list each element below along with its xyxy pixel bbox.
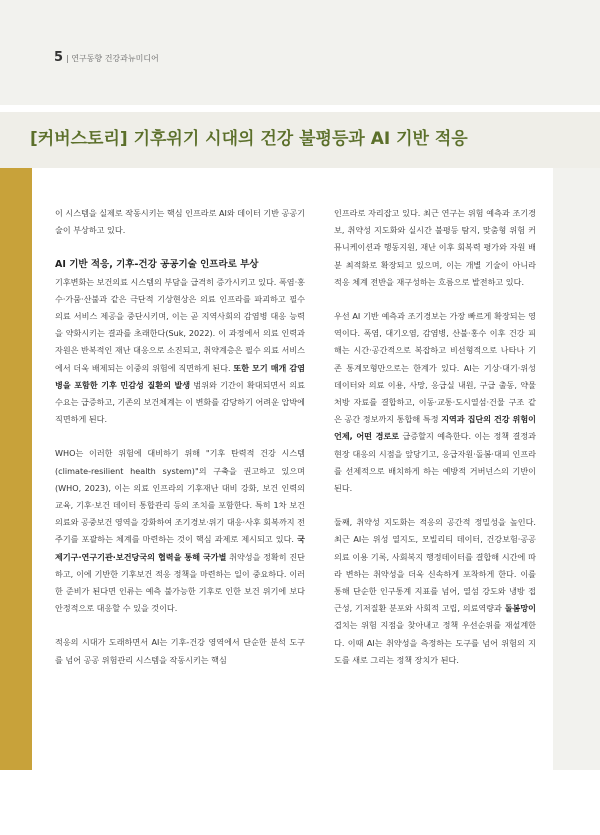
bold-text: 돌봄망이 [504, 603, 536, 614]
page-number: 5 [54, 50, 64, 65]
paragraph [55, 445, 305, 617]
paragraph: 인프라로 자리잡고 있다. 최근 연구는 위험 예측과 조기경보, 취약성 지도화와 실시간 불평등 탐지, 맞춤형 위험 커뮤니케이션과 행동지원, 재난 이후 회복력 평가와 자원 배분 최적화로 확장되고 있으며, 이는 개별 기술이 아니라 적응 체계 전반을 재구성하는 흐름으로 발전하고 있다. [334, 208, 536, 287]
paragraph [334, 514, 536, 669]
bold-text: 국제기구·연구기관·보건당국의 협력을 통해 국가별 [55, 534, 305, 562]
text-run: 둘째, 취약성 지도화는 적응의 공간적 정밀성을 높인다. 최근 AI는 위성 열지도, 모빌리티 데이터, 건강보험·공공의료 이용 기록, 사회복지 행정데이터를 결합해 시간에 따라 변하는 취약성을 더욱 신속하게 포착하게 한다. 이를 통해 단순한 인구통계 지표를 넘어, 열섬 강도와 냉방 접근성, 기저질환 분포와 사회적 고립, 의료역량과 [334, 517, 536, 614]
text-run: 기후변화는 보건의료 시스템의 부담을 급격히 증가시키고 있다. 폭염·홍수·가뭄·산불과 같은 극단적 기상현상은 의료 인프라를 파괴하고 필수 의료 서비스 제공을 중단시키며, 이는 곧 지역사회의 감염병 대응 능력을 약화시키는 결과를 초래한다(Suk, 2022). 이 과정에서 의료 인력과 자원은 반복적인 재난 대응으로 소진되고, 취약계층은 필수 의료 서비스에서 더욱 배제되는 이중의 위험에 직면하게 된다. [55, 276, 305, 373]
section-subheading: AI 기반 적응, 기후-건강 공공기술 인프라로 부상 [55, 259, 259, 271]
paragraph: 이 시스템을 실제로 작동시키는 핵심 인프라로 AI와 데이터 기반 공공기술이 부상하고 있다. [55, 208, 306, 236]
margin-strip [553, 168, 600, 770]
bold-text: 또한 모기 매개 감염병을 포함한 기후 민감성 질환의 발생 [55, 362, 305, 390]
text-run: 우선 AI 기반 예측과 조기경보는 가장 빠르게 확장되는 영역이다. 폭염, 대기오염, 감염병, 산불·홍수 이후 건강 피해는 시간·공간적으로 복잡하고 비선형적으로 나타나 기존 통계모형만으로는 한계가 있다. AI는 기상·대기·위성 데이터와 의료 이용, 사망, 응급실 내원, 구급 출동, 약물 처방 자료를 결합하고, 이동·교통·도시열섬·건물 구조 같은 공간 정보까지 통합해 특정 [334, 311, 536, 425]
accent-bar [0, 168, 32, 770]
article-title: [커버스토리] 기후위기 시대의 건강 불평등과 AI 기반 적응 [30, 129, 468, 149]
paragraph [55, 274, 305, 429]
bold-text: 지역과 집단의 건강 위험이 언제, 어떤 경로로 [334, 414, 536, 442]
text-run: WHO는 이러한 위험에 대비하기 위해 "기후 탄력적 건강 시스템(climate-resilient health system)"의 구축을 권고하고 있으며(WHO, 2023), 이는 의료 인프라의 기후재난 대비 강화, 보건 인력의 교육, 기후·보건 데이터 통합관리 등의 조치를 포함한다. 특히 1차 보건의료와 공중보건 영역을 강화하여 조기경보·위기 대응·사후 회복까지 전 주기를 포괄하는 체계를 마련하는 것이 핵심 과제로 제시되고 있다. [55, 448, 305, 545]
paragraph: 적응의 시대가 도래하면서 AI는 기후-건강 영역에서 단순한 분석 도구를 넘어 공공 위험관리 시스템을 작동시키는 핵심 [55, 637, 305, 665]
text-run: 취약성을 정확히 진단하고, 이에 기반한 기후보건 적응 정책을 마련하는 일이 중요하다. 이러한 준비가 된다면 인류는 예측 불가능한 기후로 인한 보건 위기에 보다 안정적으로 대응할 수 있을 것이다. [55, 551, 305, 614]
running-head: | 연구동향 건강과뉴미디어 [66, 54, 159, 63]
text-run: 겹치는 위험 지점을 찾아내고 정책 우선순위를 재설계한다. 이때 AI는 취약성을 측정하는 도구를 넘어 위험의 지도를 새로 그리는 정책 장치가 된다. [334, 620, 536, 665]
right-column [334, 205, 536, 669]
text-run: 범위와 기간이 확대되면서 의료 수요는 급증하고, 기존의 보건체계는 이 변화를 감당하기 어려운 압박에 직면하게 된다. [55, 379, 305, 425]
left-column [55, 205, 305, 669]
paragraph [334, 308, 536, 497]
text-run: 급증할지 예측한다. 이는 정책 결정과 현장 대응의 시점을 앞당기고, 응급자원·돌봄·대피 인프라를 선제적으로 배치하게 하는 예방적 거버넌스의 기반이 된다. [334, 431, 536, 494]
